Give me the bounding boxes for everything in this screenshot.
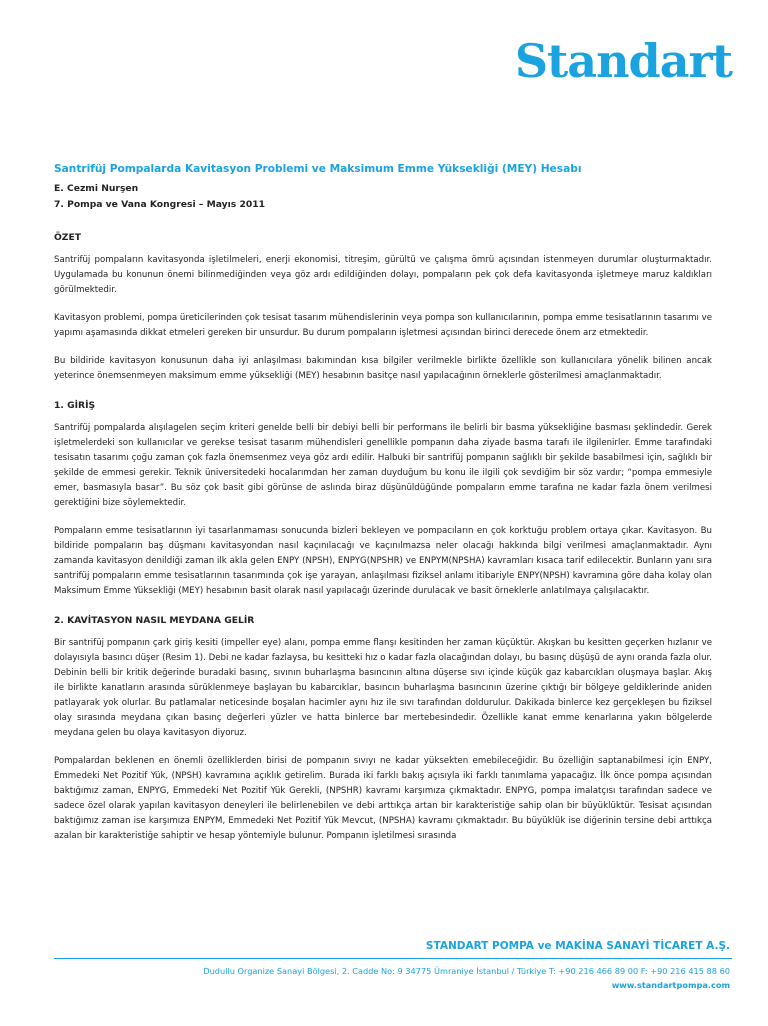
document-title: Santrifüj Pompalarda Kavitasyon Problemi ve Maksimum Emme Yüksekliği (MEY) Hesabı [54,163,582,175]
footer-company-name: STANDART POMPA ve MAKİNA SANAYİ TİCARET A.Ş. [425,940,730,952]
paragraph: Pompaların emme tesisatlarının iyi tasarlanmaması sonucunda bizleri bekleyen ve pompacıların en çok korktuğu problem ortaya çıkar. Kavitasyon. Bu bildiride pompaların baş düşmanı kavitasyondan nasıl kaçınılacağı ve kaçınılmazsa neler olacağı hakkında bilgi verilmesi amaçlanmaktadır. Aynı zamanda kavitasyon denildiği zaman ilk akla gelen ENPY (NPSH), ENPYG(NPSHR) ve ENPYM(NPSHA) kavramları kısaca tarif edilecektir. Bunların yanı sıra santrifüj pompaların emme tesisatlarının tasarımında çok işe yarayan, anlaşılması fiziksel anlamı itibariyle ENPY(NPSH) kavramına göre daha kolay olan Maksimum Emme Yüksekliği (MEY) hesabının basit olarak nasıl yapılacağı üzerinde durulacak ve basit örneklerle anlatılmaya çalışılacaktır. [54,526,712,597]
section-heading-kavitasyon: 2. KAVİTASYON NASIL MEYDANA GELİR [54,615,255,627]
section-heading-ozet: ÖZET [54,232,82,244]
paragraph: Bu bildiride kavitasyon konusunun daha iyi anlaşılması bakımından kısa bilgiler verilmekle birlikte özellikle son kullanıcılara yönelik bilinen ancak yeterince önemsenmeyen maksimum emme yüksekliği (MEY) hesabının basitçe nasıl yapılacağının örneklerle gösterilmesi amaçlanmaktadır. [54,356,712,382]
page-footer [0,936,768,1026]
section-heading-giris: 1. GİRİŞ [54,400,96,412]
event-info: 7. Pompa ve Vana Kongresi – Mayıs 2011 [54,199,266,211]
paragraph: Santrifüj pompaların kavitasyonda işletilmeleri, enerji ekonomisi, titreşim, gürültü ve çalışma ömrü açısından istenmeyen durumlar oluşturmaktadır. Uygulamada bu konunun önemi bilinmediğinden veya göz ardı edildiğinden dolayı, pompaların pek çok defa kavitasyonda işletmeye maruz kaldıkları görülmektedir. [54,255,712,296]
paragraph: Santrifüj pompalarda alışılagelen seçim kriteri genelde belli bir debiyi belli bir performans ile belirli bir basma yüksekliğine basması şeklindedir. Gerek işletmelerdeki son kullanıcılar ve gerekse tesisat tasarım mühendisleri genellikle pompanın daha ziyade basma tarafı ile ilgilenirler. Emme tarafındaki tesisatın tasarımı çoğu zaman çok fazla önemsenmez veya göz ardı edilir. Halbuki bir santrifüj pompanın sağlıklı bir şekilde basabilmesi için, sağlıklı bir şekilde de emmesi gerekir. Teknik üniversitedeki hocalarımdan her zaman duyduğum bu konu ile ilgili çok sevdiğim bir söz vardır; “pompa emmesiyle emer, basmasıyla basar”. Bu söz çok basit gibi görünse de aslında biraz düşünüldüğünde pompaların emme tarafına ne kadar fazla önem verilmesi gerektiğini bize söylemektedir. [54,423,712,509]
standart-logo: Standart [514,34,732,88]
paragraph: Kavitasyon problemi, pompa üreticilerinden çok tesisat tasarım mühendislerinin veya pompa son kullanıcılarının, pompa emme tesisatlarının tasarımı ve yapımı aşamasında dikkat etmeleri gereken bir unsurdur. Bu durum pompaların işletmesi açısından birinci derecede önem arz etmektedir. [54,313,712,339]
paragraph: Bir santrifüj pompanın çark giriş kesiti (impeller eye) alanı, pompa emme flanşı kesitinden her zaman küçüktür. Akışkan bu kesitten geçerken hızlanır ve dolayısıyla basıncı düşer (Resim 1). Debi ne kadar fazlaysa, bu kesitteki hız o kadar fazla olacağından dolayı, bu basınç düşüşü de aynı oranda fazla olur. Debinin belli bir kritik değerinde buradaki basınç, sıvının buharlaşma basıncının altına düşerse sıvı içinde küçük gaz kabarcıkları oluşmaya başlar. Akış ile birlikte kanatların arasında sürüklenmeye başlayan bu kabarcıklar, basıncın buharlaşma basıncının üzerine çıktığı bir bölgeye geldiklerinde aniden patlayarak yok olurlar. Bu patlamalar neticesinde boşalan hacimler aynı hız ile sıvı tarafından doldurulur. Dakikada binlerce kez gerçekleşen bu fiziksel olay sırasında meydana çıkan basınç değerleri yüzler ve hatta binlerce bar mertebesindedir. Özellikle kanat emme kenarlarına yakın bölgelerde meydana gelen bu olaya kavitasyon diyoruz. [54,638,712,739]
footer-address: Dudullu Organize Sanayi Bölgesi, 2. Cadde No: 9 34775 Ümraniye İstanbul / Türkiye T: +90 216 466 89 00 F: +90 216 415 88 60 [203,966,730,976]
author-name: E. Cezmi Nurşen [54,182,139,194]
footer-divider [54,958,732,959]
footer-website-link[interactable]: www.standartpompa.com [611,980,730,990]
document-body [54,162,712,857]
paragraph: Pompalardan beklenen en önemli özelliklerden birisi de pompanın sıvıyı ne kadar yüksekten emebileceğidir. Bu özelliğin saptanabilmesi için ENPY, Emmedeki Net Pozitif Yük, (NPSH) kavramına açıklık getirelim. Burada iki farklı bakış açısıyla iki farklı tanımlama yapacağız. İlk önce pompa açısından baktığımız zaman, ENPYG, Emmedeki Net Pozitif Yük Gerekli, (NPSHR) kavramı karşımıza çıkmaktadır. ENPYG, pompa imalatçısı tarafından sadece ve sadece özel olarak yapılan kavitasyon deneyleri ile belirlenebilen ve debi arttıkça artan bir karakteristiğe sahip olan bir büyüklüktür. Tesisat açısından baktığımız zaman ise karşımıza ENPYM, Emmedeki Net Pozitif Yük Mevcut, (NPSHA) kavramı çıkmaktadır. Bu büyüklük ise diğerinin tersine debi arttıkça azalan bir karakteristiğe sahiptir ve hesap yöntemiyle bulunur. Pompanın işletilmesi sırasında [54,756,712,842]
